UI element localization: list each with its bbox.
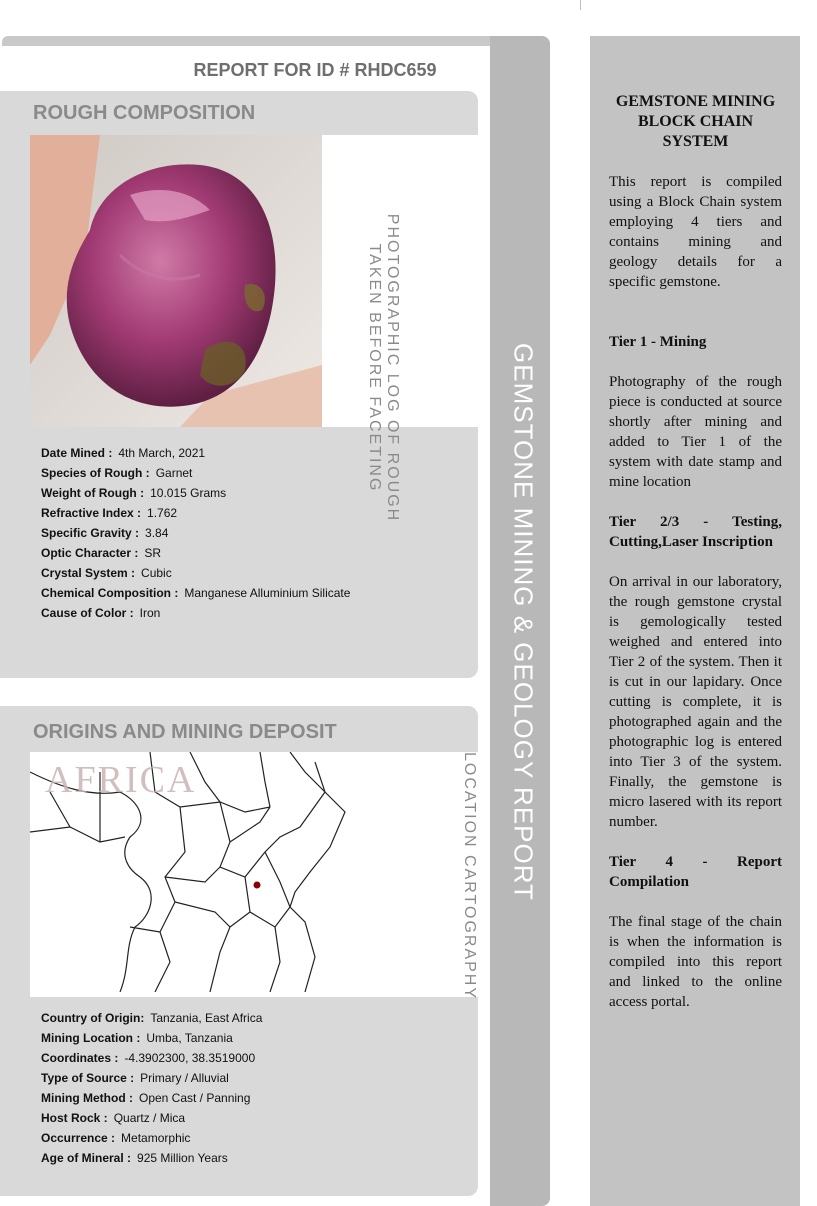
field-value: 4th March, 2021: [118, 446, 206, 460]
field-value: 925 Million Years: [137, 1151, 228, 1165]
rough-field-row: [41, 543, 350, 563]
field-label: Occurrence :: [41, 1131, 116, 1145]
field-value: 10.015 Grams: [150, 486, 227, 500]
field-value: Umba, Tanzania: [146, 1031, 233, 1045]
origins-side-label: LOCATION CARTOGRAPHY: [461, 751, 478, 1001]
africa-map: [30, 752, 360, 992]
field-label: Coordinates :: [41, 1051, 119, 1065]
origins-fields: [41, 1008, 262, 1168]
field-label: Species of Rough :: [41, 466, 150, 480]
rough-side-label-text2: TAKEN BEFORE FACETING: [366, 243, 383, 493]
field-value: -4.3902300, 38.3519000: [124, 1051, 256, 1065]
field-label: Chemical Composition :: [41, 586, 179, 600]
rough-field-row: [41, 603, 350, 623]
map-region-label: AFRICA: [45, 759, 197, 801]
rough-composition-heading: ROUGH COMPOSITION: [33, 102, 256, 124]
origins-field-row: [41, 1088, 262, 1108]
tier4-text: The final stage of the chain is when the information is compiled into this report and linked to the online access portal.: [609, 914, 782, 1010]
field-value: Quartz / Mica: [113, 1111, 186, 1125]
field-label: Country of Origin:: [41, 1011, 145, 1025]
rough-field-row: [41, 463, 350, 483]
origins-field-row: [41, 1108, 262, 1128]
tier23-text: On arrival in our laboratory, the rough gemstone crystal is gemologically tested weighed and entered into Tier 2 of the system. Then it is cut in our lapidary. Once cutting is complete, it is photographed again and the photographic log is entered into Tier 3 of the system. Finally, the gemstone is micro lasered with its report number.: [609, 574, 782, 830]
header-bar: [2, 36, 490, 46]
field-value: Cubic: [141, 566, 172, 580]
tier23-heading: Tier 2/3 - Testing, Cutting,Laser Inscription: [609, 514, 782, 550]
origins-field-row: [41, 1048, 262, 1068]
origins-field-row: [41, 1128, 262, 1148]
rough-field-row: [41, 563, 350, 583]
tier1-text: Photography of the rough piece is conducted at source shortly after mining and added to Tier 1 of the system with date stamp and mine location: [609, 374, 782, 490]
field-value: Tanzania, East Africa: [150, 1011, 263, 1025]
field-value: 3.84: [145, 526, 169, 540]
field-value: 1.762: [147, 506, 178, 520]
field-label: Crystal System :: [41, 566, 136, 580]
tier4-heading: Tier 4 - Report Compilation: [609, 854, 782, 890]
rough-field-row: [41, 503, 350, 523]
info-sidebar-text: [609, 92, 782, 1012]
top-divider-tick: [580, 0, 581, 10]
field-label: Optic Character :: [41, 546, 139, 560]
rough-field-row: [41, 523, 350, 543]
field-value: Garnet: [155, 466, 193, 480]
vertical-band-title-wrap: [505, 0, 540, 1206]
origins-heading: ORIGINS AND MINING DEPOSIT: [33, 721, 337, 743]
rough-fields: [41, 443, 350, 623]
sidebar-title: GEMSTONE MINING BLOCK CHAIN SYSTEM: [615, 93, 776, 150]
rough-field-row: [41, 443, 350, 463]
field-label: Weight of Rough :: [41, 486, 145, 500]
vertical-band-title: GEMSTONE MINING & GEOLOGY REPORT: [508, 343, 538, 901]
gem-illustration: [30, 135, 322, 427]
field-value: Iron: [139, 606, 161, 620]
field-label: Type of Source :: [41, 1071, 135, 1085]
field-label: Cause of Color :: [41, 606, 134, 620]
origins-field-row: [41, 1008, 262, 1028]
field-label: Mining Method :: [41, 1091, 133, 1105]
field-value: Open Cast / Panning: [138, 1091, 251, 1105]
origins-field-row: [41, 1148, 262, 1168]
tier1-heading: Tier 1 - Mining: [609, 334, 707, 350]
field-label: Date Mined :: [41, 446, 113, 460]
field-value: Metamorphic: [121, 1131, 191, 1145]
origins-field-row: [41, 1028, 262, 1048]
rough-field-row: [41, 483, 350, 503]
field-label: Age of Mineral :: [41, 1151, 132, 1165]
report-title: REPORT FOR ID # RHDC659: [193, 60, 437, 80]
field-value: SR: [144, 546, 162, 560]
field-label: Refractive Index :: [41, 506, 142, 520]
origins-field-row: [41, 1068, 262, 1088]
field-label: Host Rock :: [41, 1111, 108, 1125]
field-label: Mining Location :: [41, 1031, 141, 1045]
field-value: Primary / Alluvial: [140, 1071, 229, 1085]
field-value: Manganese Alluminium Silicate: [184, 586, 351, 600]
field-label: Specific Gravity :: [41, 526, 140, 540]
rough-field-row: [41, 583, 350, 603]
sidebar-intro: This report is compiled using a Block Chain system employing 4 tiers and contains mining and geology details for a specific gemstone.: [609, 174, 782, 290]
mine-location-marker: [254, 882, 261, 889]
rough-gem-photo: [30, 135, 322, 427]
rough-side-label-text1: PHOTOGRAPHIC LOG OF ROUGH: [384, 213, 401, 523]
map-illustration: [30, 752, 360, 992]
